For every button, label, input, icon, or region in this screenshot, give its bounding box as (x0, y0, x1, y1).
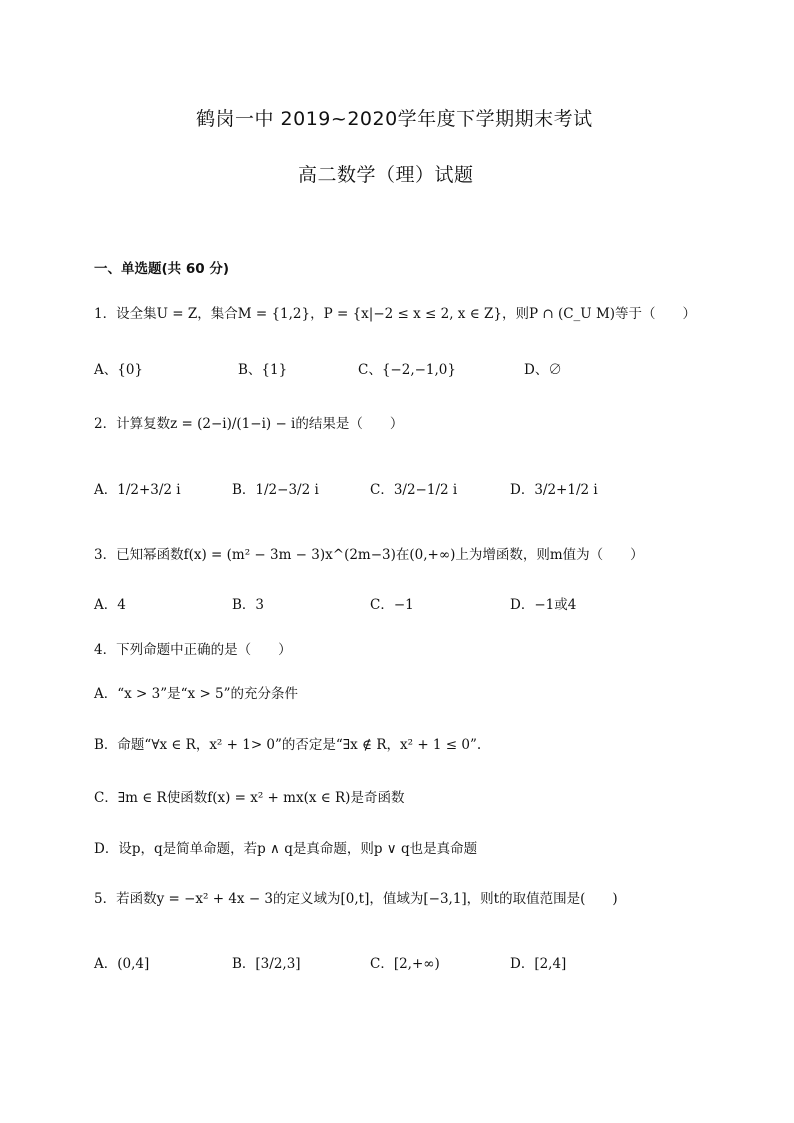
exam-subtitle: 高二数学（理）试题 (298, 164, 474, 186)
q4-option-c: C．∃m ∈ R使函数f(x) = x² + mx(x ∈ R)是奇函数 (94, 790, 405, 806)
question-2 (94, 414, 403, 434)
q5-option-c: C．[2,+∞) (370, 956, 440, 972)
q3-option-b: B．3 (232, 597, 265, 613)
question-2-stem: 2．计算复数z = (2−i)/(1−i) − i的结果是（ ） (94, 416, 404, 432)
q2-option-a: A．1/2+3/2 i (94, 482, 181, 498)
q5-option-a: A．(0,4] (94, 956, 150, 972)
q1-option-d: D、∅ (524, 362, 562, 378)
q2-option-c: C．3/2−1/2 i (370, 482, 458, 498)
q4-option-a: A．“x > 3”是“x > 5”的充分条件 (94, 686, 299, 702)
question-1-stem: 1．设全集U = Z，集合M = {1,2}，P = {x|−2 ≤ x ≤ 2, x ∈ Z}，则P ∩ (C_U M)等于（ ） (94, 306, 697, 322)
question-4-stem: 4．下列命题中正确的是（ ） (94, 642, 292, 658)
q1-option-a: A、{0} (94, 362, 144, 378)
question-3-stem: 3．已知幂函数f(x) = (m² − 3m − 3)x^(2m−3)在(0,+∞)上为增函数，则m值为（ ） (94, 547, 644, 563)
q4-option-d: D．设p，q是简单命题，若p ∧ q是真命题，则p ∨ q也是真命题 (94, 841, 478, 857)
q3-option-c: C．−1 (370, 597, 414, 613)
question-1 (94, 304, 696, 324)
exam-title: 鹤岗一中 2019~2020学年度下学期期末考试 (196, 108, 593, 130)
q2-option-d: D．3/2+1/2 i (510, 482, 598, 498)
q2-option-b: B．1/2−3/2 i (232, 482, 319, 498)
question-5-stem: 5．若函数y = −x² + 4x − 3的定义域为[0,t]，值域为[−3,1]，则t的取值范围是( ) (94, 891, 618, 907)
section-heading: 一、单选题(共 60 分) (94, 261, 230, 277)
q4-option-b: B．命题“∀x ∈ R，x² + 1> 0”的否定是“∃x ∉ R，x² + 1 ≤ 0”. (94, 737, 482, 753)
q3-option-a: A．4 (94, 597, 126, 613)
q5-option-d: D．[2,4] (510, 956, 567, 972)
q3-option-d: D．−1或4 (510, 597, 577, 613)
question-3 (94, 545, 644, 565)
q1-option-c: C、{−2,−1,0} (358, 362, 456, 378)
q1-option-b: B、{1} (238, 362, 288, 378)
q5-option-b: B．[3/2,3] (232, 956, 301, 972)
